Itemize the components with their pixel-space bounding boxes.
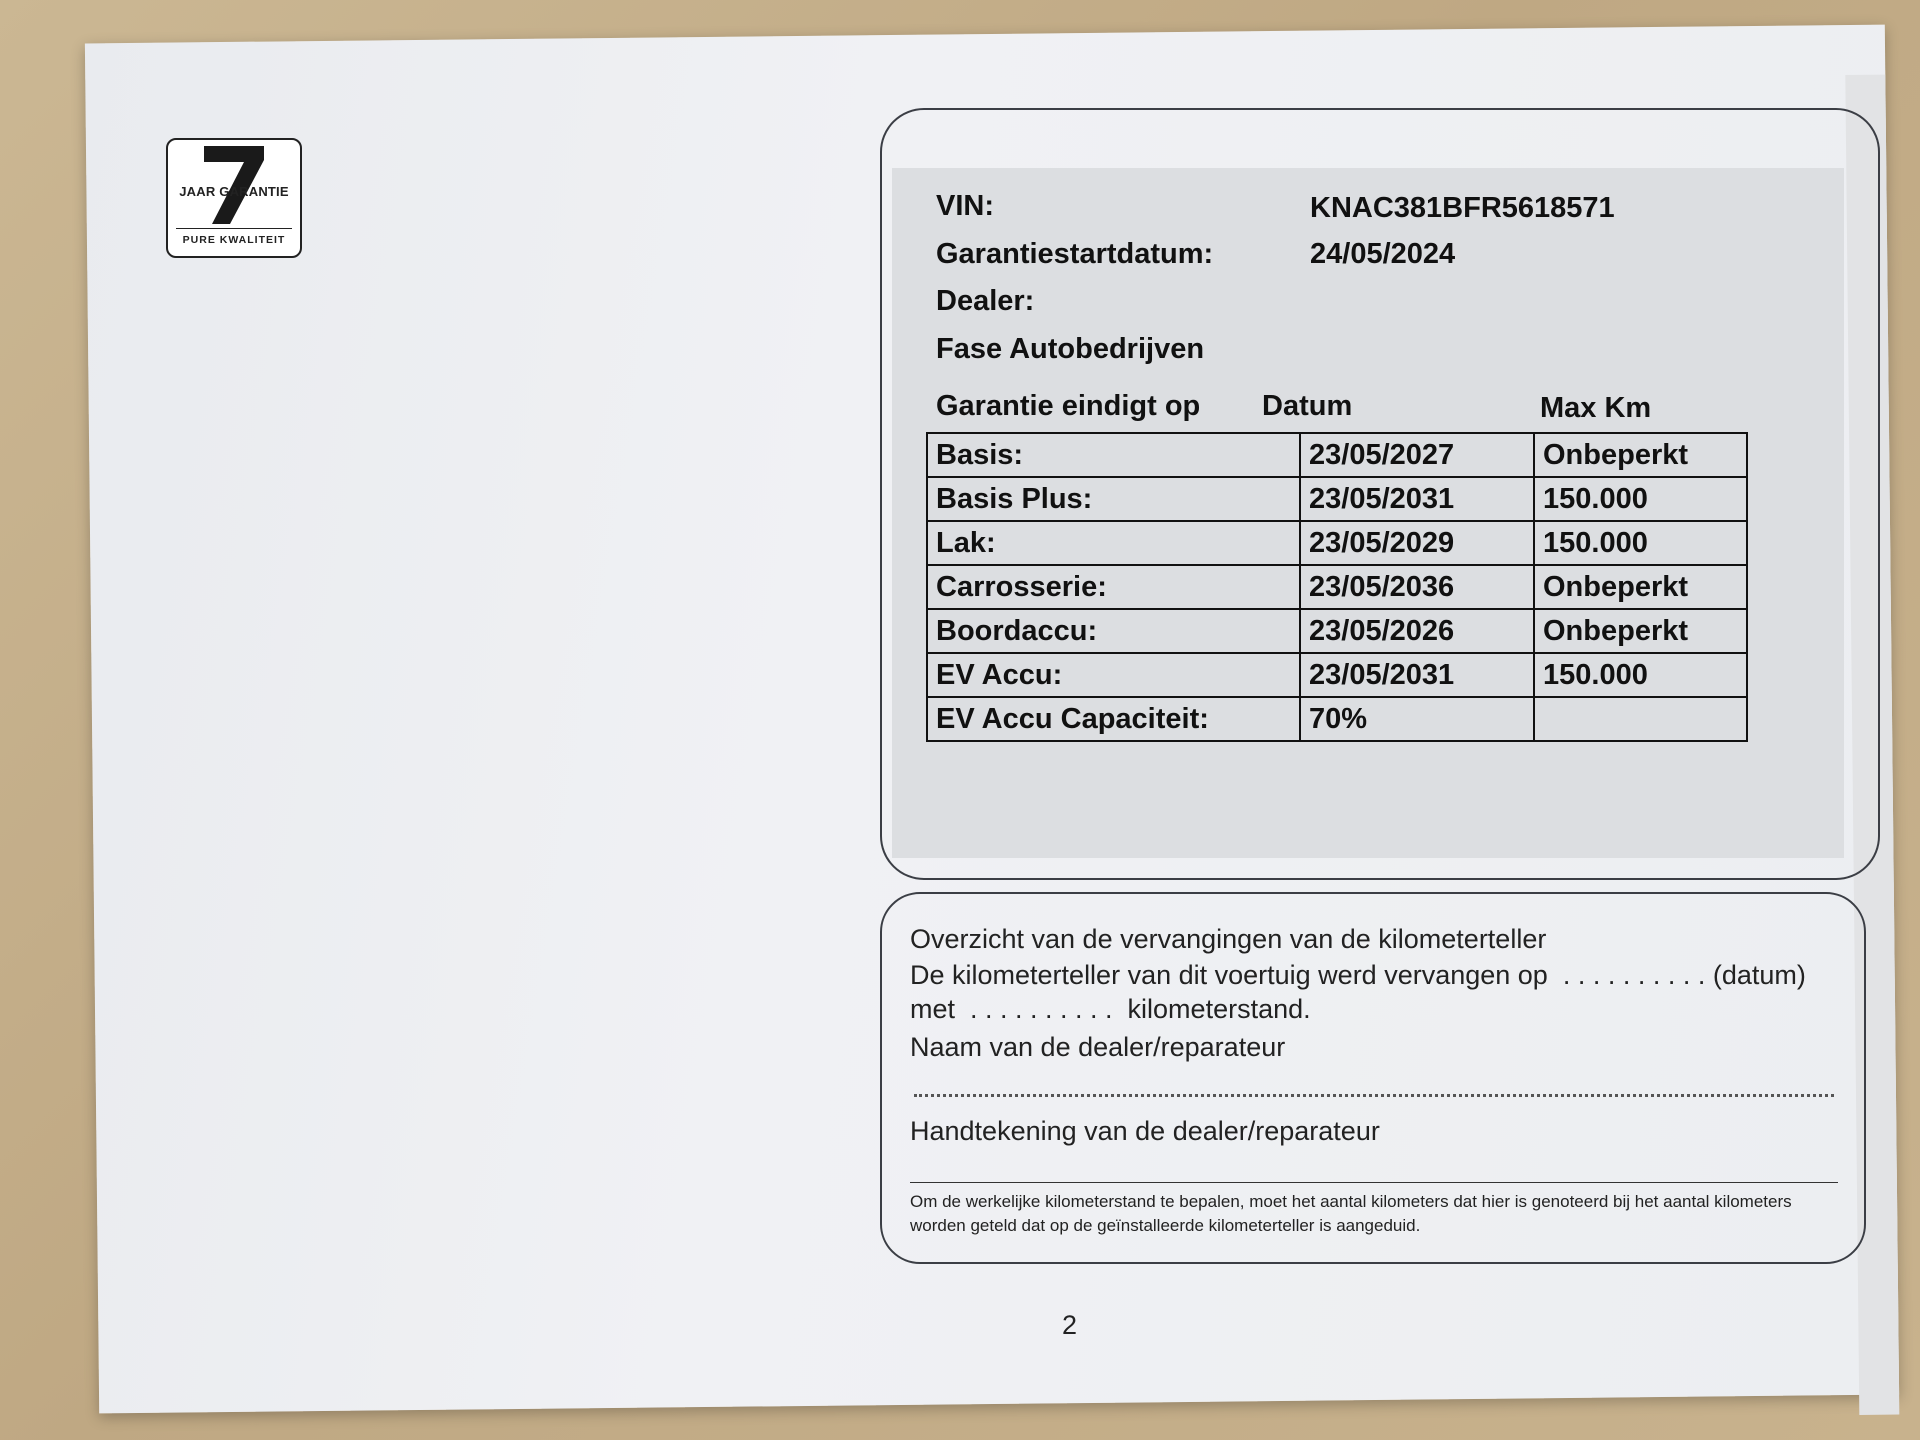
row-date: 23/05/2027 bbox=[1300, 433, 1534, 477]
row-date: 70% bbox=[1300, 697, 1534, 741]
odometer-reading-line: met . . . . . . . . . . kilometerstand. bbox=[910, 994, 1311, 1024]
row-date: 23/05/2031 bbox=[1300, 653, 1534, 697]
row-date: 23/05/2036 bbox=[1300, 565, 1534, 609]
dealer-name-dotted-line bbox=[914, 1082, 1834, 1097]
row-date: 23/05/2026 bbox=[1300, 609, 1534, 653]
row-km: 150.000 bbox=[1534, 653, 1747, 697]
signature-label: Handtekening van de dealer/reparateur bbox=[910, 1116, 1380, 1146]
vin-value: KNAC381BFR5618571 bbox=[1310, 192, 1615, 224]
row-label: EV Accu Capaciteit: bbox=[927, 697, 1300, 741]
table-row bbox=[927, 609, 1747, 653]
row-km: 150.000 bbox=[1534, 521, 1747, 565]
row-date: 23/05/2029 bbox=[1300, 521, 1534, 565]
row-label: Basis: bbox=[927, 433, 1300, 477]
odometer-note: Om de werkelijke kilometerstand te bepalen, moet het aantal kilometers dat hier is genoteerd bij het aantal kilometers worden geteld dat op de geïnstalleerde kilometerteller is aangeduid. bbox=[910, 1192, 1792, 1235]
header-date: Datum bbox=[1262, 390, 1353, 422]
row-km: Onbeperkt bbox=[1534, 433, 1747, 477]
odometer-replaced-line: De kilometerteller van dit voertuig werd vervangen op . . . . . . . . . . (datum) bbox=[910, 960, 1806, 990]
row-label: Carrosserie: bbox=[927, 565, 1300, 609]
dealer-value: Fase Autobedrijven bbox=[936, 333, 1205, 365]
row-km: Onbeperkt bbox=[1534, 609, 1747, 653]
row-label: EV Accu: bbox=[927, 653, 1300, 697]
signature-line bbox=[910, 1182, 1838, 1183]
warranty-logo bbox=[166, 138, 302, 258]
row-km: Onbeperkt bbox=[1534, 565, 1747, 609]
vin-label: VIN: bbox=[936, 190, 994, 222]
table-row bbox=[927, 565, 1747, 609]
row-km: 150.000 bbox=[1534, 477, 1747, 521]
row-label: Lak: bbox=[927, 521, 1300, 565]
dealer-name-label: Naam van de dealer/reparateur bbox=[910, 1032, 1286, 1062]
row-km bbox=[1534, 697, 1747, 741]
row-date: 23/05/2031 bbox=[1300, 477, 1534, 521]
header-warranty-ends: Garantie eindigt op bbox=[936, 390, 1201, 422]
row-label: Basis Plus: bbox=[927, 477, 1300, 521]
page-number: 2 bbox=[1062, 1310, 1078, 1340]
header-max-km: Max Km bbox=[1540, 392, 1652, 424]
dealer-label: Dealer: bbox=[936, 285, 1035, 317]
row-label: Boordaccu: bbox=[927, 609, 1300, 653]
warranty-table bbox=[926, 432, 1748, 742]
table-row bbox=[927, 433, 1747, 477]
logo-divider bbox=[176, 228, 292, 229]
odometer-title: Overzicht van de vervangingen van de kilometerteller bbox=[910, 924, 1547, 954]
logo-line-2: PURE KWALITEIT bbox=[182, 234, 286, 246]
logo-line-1: JAAR GARANTIE bbox=[179, 184, 289, 199]
table-row bbox=[927, 477, 1747, 521]
start-date-value: 24/05/2024 bbox=[1310, 238, 1456, 270]
table-row bbox=[927, 653, 1747, 697]
start-date-label: Garantiestartdatum: bbox=[936, 238, 1214, 270]
table-row bbox=[927, 697, 1747, 741]
table-row bbox=[927, 521, 1747, 565]
